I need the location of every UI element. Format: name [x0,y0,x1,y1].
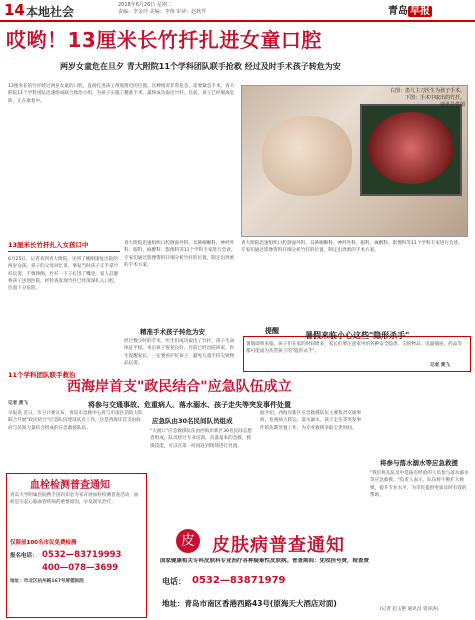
patient-image [262,116,352,196]
col1-body: "大流口"应急救援队伍由西海岸新区30名民间志愿者组成，队员经过专业培训，具备基本的急救、救援技能，可以在第一时间赶到现场进行处置。 [150,429,252,449]
col3-body: "我们将从队员中选拔有经验的人员参与落水溺水等应急救援。"负责人表示，队伍将不断扩大规模，提升专业水平，为市民提供更加及时有效的帮助。 [370,471,469,498]
skin-ad-title: 皮肤病普查通知 [212,535,345,556]
lead-paragraph: 13厘米长的竹扦经过两岁女童的口腔，直接扎进孩子颅底附近的位置。这种情况非常危急，需要紧急手术。青大附院11个学科团队迅速组成联合救治小组，为孩子实施了精准手术，最终成功取出竹扦。目前，孩子已经脱离危险，正在康复中。 [8,84,235,104]
caption-line-2: 下图：手术中取出的竹扦。 [404,95,465,101]
newspaper-logo [388,2,432,17]
header-info [118,2,268,16]
ad-phone-1: 0532—83719993 [42,550,122,560]
side-story-title: 暑假来临小心这些"隐形杀手" [305,331,410,340]
second-headline: 西海岸首支"政民结合"应急队伍成立 [67,379,292,395]
skin-ad-address: 地址：青岛市南区香港西路43号(原海天大酒店对面) [162,599,337,608]
logo-mark: 早报 [410,6,430,17]
blood-clot-ad-notice: 仅限前100名市民免费检测 [10,540,77,546]
second-story-left: 早报讯 近日，市卫计委宣布，青岛市急救中心将与市南区消防大队联合开展"政民结合"应急队伍建设试点工作，这是西海岸首支由政府与民间力量结合组成的应急救援队伍。 [8,411,143,431]
section3-body: 经过数小时的手术，医生们成功取出了竹扦，孩子生命体征平稳。术后孩子恢复良好，目前已经出院回家。医生提醒家长，一定要看护好孩子，避免儿童手持尖锐物品玩耍。 [124,339,235,366]
reporter-box: 记者 黄飞 [8,401,28,406]
section3-title: 精准手术孩子转危为安 [140,328,205,336]
second-subhead: 将参与交通事故、危重病人、落水溺水、孩子走失等突发事件处置 [88,401,291,409]
col3-title: 将参与落水溺水等应急救援 [380,459,458,467]
ad-address: 地址：市北区杭州路167号屏德医院 [10,579,84,584]
photo-caption [379,88,465,109]
ad-phone-2: 400—078—3699 [42,563,119,573]
caption-line-1: 右图：患儿主刀医生为孩子手术。 [389,88,465,94]
main-body-right: 青大附院迅速组织口腔颌面外科、耳鼻咽喉科、神经外科、眼科、麻醉科、影像科等11个学科专家进行会诊。专家们通过影像资料仔细分析竹扦的位置，制定出周密的手术方案。 [241,241,463,254]
logo-text: 青岛 [388,6,408,17]
editors-line: 责编：李金玲 美编：李翔 审读：赵秋芹 [118,9,207,15]
caption-credit: 通讯员供图 [439,102,465,108]
col1-title: 应急队由30名民间队员组成 [152,417,233,425]
skin-ad-phone: 0532—83871979 [192,575,286,586]
section1-body-cont: 青大附院迅速组织口腔颌面外科、耳鼻咽喉科、神经外科、眼科、麻醉科、影像科等11个学科专家进行会诊。专家们通过影像资料仔细分析竹扦的位置，制定出周密的手术方案。 [124,241,236,268]
hotline-label: 报名电话： [10,553,38,559]
skin-ad-icon: 皮 [176,529,200,553]
section1-body: 6月25日，记者来到青大附院，见到了刚刚康复出院的两岁女孩。孩子的父母回忆说，事发当时孩子正手拿竹扦玩耍，不慎摔倒，竹扦一下子扎进了嘴里。家人赶紧将孩子送到医院，经检查发现竹扦已经深深扎入口腔，位置十分危险。 [8,257,119,292]
blood-clot-ad-body: 青岛大学附属医院携手国内知名专家开展血栓检测普查活动，血栓是引起心脑血管疾病的重要原因，早发现早治疗。 [10,493,139,506]
main-headline: 哎哟！13厘米长竹扦扎进女童口腔 [6,28,322,52]
second-story-byline: (记者 赵玉艳 通讯员 曾涛涛) [380,607,439,612]
side-story-sticker: 提醒 [265,327,279,335]
section2-title: 11个学科团队联手救治 [8,371,76,379]
col2-body: 据介绍，西海岸新区应急救援队伍主要负责交通事故、危重病人转运、落水溺水、孩子走失等突发事件的先期处置工作，为专业救援争取宝贵时间。 [260,411,362,431]
page-number: 14 [4,1,25,19]
skin-ad-line1: 国家健康相关专科皮肤科专业治疗各种疑难性皮肤病。普查期间：免收挂号费，检查费 [160,558,370,564]
skin-ad-phone-label: 电话： [162,577,186,586]
side-story-body: 暑假即将来临，孩子们在家的时间增多，家长们要注意家中的各种安全隐患。尖锐物品、电器插座、药品等都可能成为伤害孩子的"隐形杀手"。 [246,342,462,355]
main-subhead: 两岁女童危在旦夕 青大附院11个学科团队联手抢救 经过及时手术孩子转危为安 [60,62,341,71]
section-title: 本地社会 [26,5,75,19]
side-story-byline: 记者 黄飞 [430,363,450,368]
date-line: 2018年6月26日 星期二 [118,2,172,8]
section1-title: 13厘米长竹扦扎入女孩口中 [8,241,89,249]
divider [8,251,120,252]
monitor-image [360,104,462,196]
blood-clot-ad-title: 血栓检测普查通知 [30,480,110,491]
